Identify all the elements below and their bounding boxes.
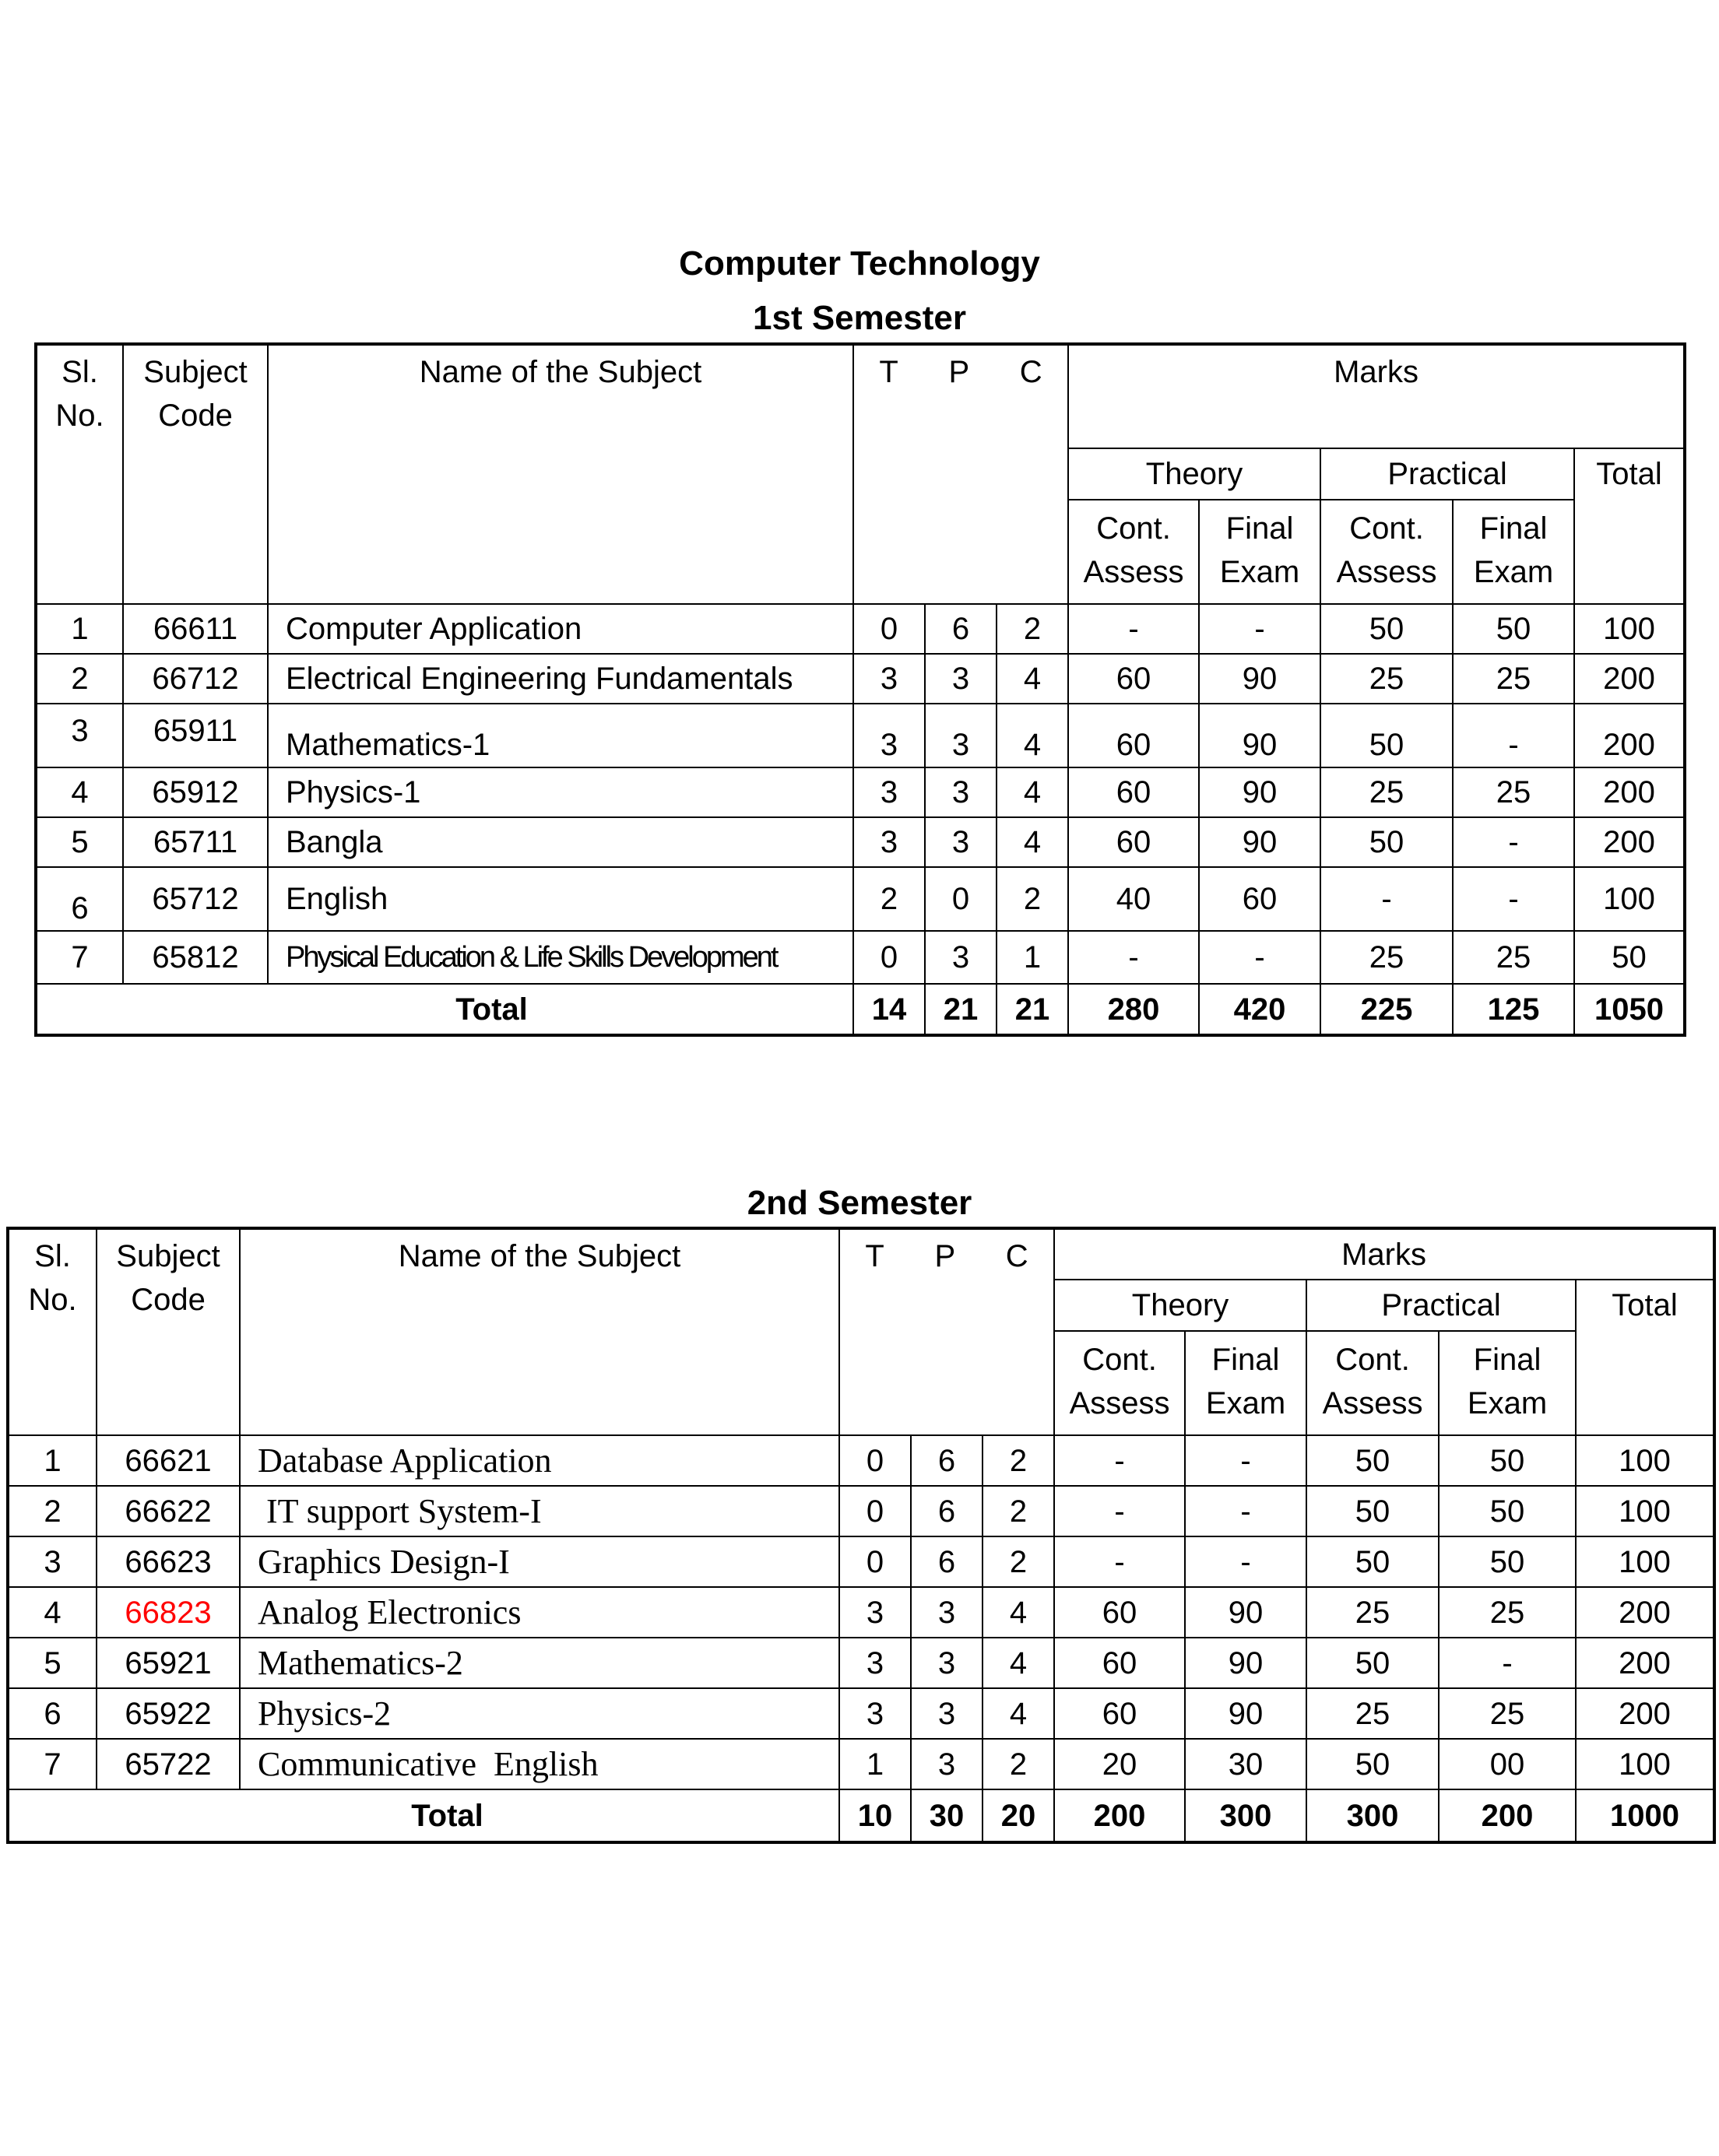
cell-name: English (268, 867, 853, 931)
cell-name: Graphics Design-I (240, 1536, 839, 1587)
cell-c: 2 (983, 1486, 1054, 1536)
cell-theory-cont: - (1054, 1536, 1185, 1587)
header-final-label: Final (1225, 511, 1294, 546)
header-cont-label: Cont. (1349, 511, 1424, 546)
header-total: Total (1576, 1280, 1714, 1435)
cell-practical-cont: 50 (1306, 1638, 1439, 1688)
header-total: Total (1574, 448, 1685, 604)
cell-t: 0 (839, 1536, 911, 1587)
cell-c: 4 (997, 704, 1068, 767)
cell-practical-final: 00 (1439, 1739, 1576, 1789)
cell-practical-final: 25 (1439, 1587, 1576, 1638)
cell-practical-cont: 50 (1306, 1536, 1439, 1587)
cell-total: 200 (1574, 704, 1685, 767)
table-row (8, 1739, 1714, 1789)
cell-sl: 5 (8, 1638, 97, 1688)
cell-total: 100 (1576, 1739, 1714, 1789)
header-no-label: No. (55, 399, 104, 433)
table-row (8, 1638, 1714, 1688)
cell-c: 4 (997, 817, 1068, 867)
cell-theory-final: - (1199, 604, 1320, 654)
cell-sl: 4 (8, 1587, 97, 1638)
header-theory: Theory (1068, 448, 1320, 500)
cell-p: 3 (925, 704, 997, 767)
header-exam-label: Exam (1467, 1386, 1548, 1420)
cell-theory-cont: - (1068, 604, 1199, 654)
cell-theory-cont: 60 (1054, 1688, 1185, 1739)
cell-name: IT support System-I (240, 1486, 839, 1536)
total-p: 30 (911, 1789, 983, 1842)
cell-theory-cont: - (1054, 1486, 1185, 1536)
cell-c: 2 (997, 867, 1068, 931)
cell-total: 200 (1574, 654, 1685, 704)
cell-c: 2 (997, 604, 1068, 654)
semester-1-title: 1st Semester (753, 299, 966, 337)
cell-theory-final: 90 (1199, 704, 1320, 767)
header-final-label: Final (1211, 1343, 1280, 1377)
cell-theory-final: 30 (1185, 1739, 1306, 1789)
header-practical: Practical (1320, 448, 1574, 500)
cell-name: Physical Education & Life Skills Development (268, 931, 853, 984)
cell-t: 0 (853, 604, 925, 654)
cell-c: 4 (983, 1688, 1054, 1739)
cell-t: 3 (853, 817, 925, 867)
cell-name: Database Application (240, 1435, 839, 1486)
total-theory-final: 420 (1199, 984, 1320, 1035)
cell-code: 65711 (123, 817, 268, 867)
total-practical-final: 125 (1453, 984, 1574, 1035)
cell-t: 0 (839, 1435, 911, 1486)
header-tpc (839, 1228, 1054, 1435)
cell-p: 0 (925, 867, 997, 931)
header-subject-code (123, 344, 268, 604)
cell-practical-final: 25 (1453, 931, 1574, 984)
cell-t: 3 (853, 654, 925, 704)
header-final-label: Final (1479, 511, 1548, 546)
cell-sl: 3 (36, 704, 123, 767)
cell-practical-final: 50 (1439, 1536, 1576, 1587)
cell-total: 200 (1576, 1638, 1714, 1688)
cell-theory-cont: - (1054, 1435, 1185, 1486)
cell-p: 3 (925, 817, 997, 867)
cell-practical-final: - (1453, 817, 1574, 867)
cell-p: 6 (911, 1435, 983, 1486)
header-assess-label: Assess (1069, 1386, 1170, 1420)
cell-p: 3 (911, 1739, 983, 1789)
cell-p: 6 (911, 1486, 983, 1536)
header-theory-cont-assess (1068, 500, 1199, 604)
total-theory-cont: 200 (1054, 1789, 1185, 1842)
cell-practical-final: 25 (1453, 767, 1574, 817)
cell-total: 50 (1574, 931, 1685, 984)
cell-t: 3 (839, 1638, 911, 1688)
cell-theory-cont: 60 (1054, 1587, 1185, 1638)
table-row (8, 1688, 1714, 1739)
table-row (8, 1435, 1714, 1486)
table-row (36, 767, 1685, 817)
cell-practical-cont: 50 (1320, 817, 1453, 867)
cell-name: Physics-1 (268, 767, 853, 817)
cell-p: 3 (925, 654, 997, 704)
cell-practical-cont: 50 (1306, 1739, 1439, 1789)
header-exam-label: Exam (1219, 555, 1300, 589)
cell-theory-final: - (1185, 1536, 1306, 1587)
cell-code: 66621 (97, 1435, 240, 1486)
cell-code: 65921 (97, 1638, 240, 1688)
cell-p: 6 (925, 604, 997, 654)
header-theory-final-exam (1185, 1331, 1306, 1435)
header-exam-label: Exam (1205, 1386, 1286, 1420)
cell-code: 65911 (123, 704, 268, 767)
header-assess-label: Assess (1322, 1386, 1423, 1420)
semester-2-table (6, 1227, 1716, 1844)
cell-name: Bangla (268, 817, 853, 867)
cell-p: 3 (911, 1587, 983, 1638)
cell-theory-cont: 60 (1068, 704, 1199, 767)
cell-practical-cont: 50 (1306, 1435, 1439, 1486)
cell-practical-cont: 25 (1320, 767, 1453, 817)
header-practical-cont-assess (1320, 500, 1453, 604)
cell-p: 3 (911, 1638, 983, 1688)
cell-sl: 2 (36, 654, 123, 704)
cell-total: 100 (1576, 1435, 1714, 1486)
cell-practical-final: 50 (1439, 1486, 1576, 1536)
page-title: Computer Technology (679, 244, 1040, 283)
cell-total: 100 (1574, 604, 1685, 654)
header-no-label: No. (28, 1283, 77, 1317)
cell-theory-cont: 20 (1054, 1739, 1185, 1789)
cell-theory-cont: 40 (1068, 867, 1199, 931)
cell-total: 100 (1576, 1486, 1714, 1536)
table-row (36, 867, 1685, 931)
cell-t: 0 (839, 1486, 911, 1536)
cell-code-highlighted: 66823 (97, 1587, 240, 1638)
header-assess-label: Assess (1336, 555, 1437, 589)
cell-theory-final: 90 (1185, 1638, 1306, 1688)
cell-practical-final: - (1439, 1638, 1576, 1688)
header-practical-final-exam (1453, 500, 1574, 604)
cell-c: 2 (983, 1536, 1054, 1587)
total-theory-final: 300 (1185, 1789, 1306, 1842)
cell-theory-final: 90 (1199, 767, 1320, 817)
cell-sl: 6 (8, 1688, 97, 1739)
header-theory-cont-assess (1054, 1331, 1185, 1435)
header-theory-final-exam (1199, 500, 1320, 604)
cell-theory-final: 90 (1199, 817, 1320, 867)
cell-c: 4 (997, 654, 1068, 704)
cell-name: Physics-2 (240, 1688, 839, 1739)
cell-t: 3 (853, 704, 925, 767)
cell-practical-cont: - (1320, 867, 1453, 931)
header-practical: Practical (1306, 1280, 1576, 1331)
cell-sl: 6 (36, 867, 123, 931)
cell-practical-final: 50 (1453, 604, 1574, 654)
cell-sl: 5 (36, 817, 123, 867)
header-cont-label: Cont. (1335, 1343, 1410, 1377)
cell-code: 66611 (123, 604, 268, 654)
header-cont-label: Cont. (1096, 511, 1171, 546)
cell-sl: 7 (36, 931, 123, 984)
cell-code: 66623 (97, 1536, 240, 1587)
cell-sl: 4 (36, 767, 123, 817)
total-row (36, 984, 1685, 1035)
cell-theory-cont: - (1068, 931, 1199, 984)
cell-c: 4 (983, 1587, 1054, 1638)
table-row (36, 654, 1685, 704)
header-p: P (948, 355, 970, 389)
cell-sl: 3 (8, 1536, 97, 1587)
header-p: P (934, 1239, 956, 1273)
cell-sl: 1 (8, 1435, 97, 1486)
header-practical-final-exam (1439, 1331, 1576, 1435)
cell-t: 0 (853, 931, 925, 984)
header-t: T (879, 355, 898, 389)
header-marks: Marks (1068, 344, 1685, 448)
cell-theory-final: - (1185, 1486, 1306, 1536)
cell-name: Analog Electronics (240, 1587, 839, 1638)
cell-code: 65812 (123, 931, 268, 984)
cell-name: Mathematics-2 (240, 1638, 839, 1688)
cell-p: 3 (925, 931, 997, 984)
header-tpc (853, 344, 1068, 604)
cell-practical-cont: 25 (1306, 1688, 1439, 1739)
total-t: 14 (853, 984, 925, 1035)
table-row (8, 1536, 1714, 1587)
table-row (36, 817, 1685, 867)
cell-practical-final: 50 (1439, 1435, 1576, 1486)
header-theory: Theory (1054, 1280, 1306, 1331)
total-practical-cont: 225 (1320, 984, 1453, 1035)
header-subject-label: Subject (116, 1239, 220, 1273)
total-marks: 1050 (1574, 984, 1685, 1035)
cell-name: Mathematics-1 (268, 704, 853, 767)
cell-code: 65922 (97, 1688, 240, 1739)
cell-t: 3 (839, 1688, 911, 1739)
cell-practical-cont: 50 (1306, 1486, 1439, 1536)
cell-total: 200 (1574, 817, 1685, 867)
cell-c: 4 (983, 1638, 1054, 1688)
cell-sl: 2 (8, 1486, 97, 1536)
semester-1-table (34, 342, 1686, 1037)
total-row (8, 1789, 1714, 1842)
header-subject-label: Subject (143, 355, 248, 389)
header-subject-code (97, 1228, 240, 1435)
header-t: T (865, 1239, 884, 1273)
cell-name: Computer Application (268, 604, 853, 654)
header-subject-name: Name of the Subject (240, 1228, 839, 1435)
cell-sl: 1 (36, 604, 123, 654)
cell-practical-cont: 50 (1320, 604, 1453, 654)
header-c: C (1019, 355, 1042, 389)
cell-name: Communicative English (240, 1739, 839, 1789)
cell-code: 65712 (123, 867, 268, 931)
total-practical-final: 200 (1439, 1789, 1576, 1842)
header-cont-label: Cont. (1082, 1343, 1157, 1377)
cell-practical-final: - (1453, 704, 1574, 767)
header-code-label: Code (158, 399, 233, 433)
table-row (8, 1587, 1714, 1638)
cell-t: 2 (853, 867, 925, 931)
cell-theory-cont: 60 (1068, 767, 1199, 817)
cell-total: 200 (1574, 767, 1685, 817)
cell-practical-cont: 25 (1306, 1587, 1439, 1638)
total-c: 21 (997, 984, 1068, 1035)
cell-p: 6 (911, 1536, 983, 1587)
cell-total: 200 (1576, 1688, 1714, 1739)
cell-t: 3 (839, 1587, 911, 1638)
header-sl-label: Sl. (34, 1239, 71, 1273)
header-marks: Marks (1054, 1228, 1714, 1280)
table-row (8, 1486, 1714, 1536)
cell-theory-cont: 60 (1054, 1638, 1185, 1688)
cell-sl: 7 (8, 1739, 97, 1789)
cell-p: 3 (925, 767, 997, 817)
total-label: Total (8, 1789, 839, 1842)
cell-theory-cont: 60 (1068, 817, 1199, 867)
header-practical-cont-assess (1306, 1331, 1439, 1435)
total-t: 10 (839, 1789, 911, 1842)
cell-practical-cont: 50 (1320, 704, 1453, 767)
cell-c: 4 (997, 767, 1068, 817)
header-exam-label: Exam (1473, 555, 1554, 589)
total-theory-cont: 280 (1068, 984, 1199, 1035)
total-c: 20 (983, 1789, 1054, 1842)
header-sl-label: Sl. (62, 355, 98, 389)
cell-theory-final: - (1185, 1435, 1306, 1486)
cell-theory-final: 60 (1199, 867, 1320, 931)
cell-total: 200 (1576, 1587, 1714, 1638)
cell-c: 2 (983, 1435, 1054, 1486)
cell-total: 100 (1576, 1536, 1714, 1587)
header-assess-label: Assess (1083, 555, 1184, 589)
cell-code: 65912 (123, 767, 268, 817)
header-sl-no (36, 344, 123, 604)
cell-practical-final: 25 (1453, 654, 1574, 704)
total-marks: 1000 (1576, 1789, 1714, 1842)
cell-theory-final: 90 (1185, 1688, 1306, 1739)
header-final-label: Final (1473, 1343, 1541, 1377)
total-p: 21 (925, 984, 997, 1035)
cell-c: 2 (983, 1739, 1054, 1789)
cell-p: 3 (911, 1688, 983, 1739)
cell-c: 1 (997, 931, 1068, 984)
total-practical-cont: 300 (1306, 1789, 1439, 1842)
header-sl-no (8, 1228, 97, 1435)
cell-name: Electrical Engineering Fundamentals (268, 654, 853, 704)
cell-t: 3 (853, 767, 925, 817)
cell-t: 1 (839, 1739, 911, 1789)
cell-theory-cont: 60 (1068, 654, 1199, 704)
table-row (36, 931, 1685, 984)
cell-practical-cont: 25 (1320, 931, 1453, 984)
cell-code: 66712 (123, 654, 268, 704)
cell-code: 66622 (97, 1486, 240, 1536)
total-label: Total (36, 984, 853, 1035)
cell-practical-final: 25 (1439, 1688, 1576, 1739)
cell-theory-final: 90 (1199, 654, 1320, 704)
header-code-label: Code (131, 1283, 206, 1317)
cell-theory-final: - (1199, 931, 1320, 984)
table-row (36, 704, 1685, 767)
cell-code: 65722 (97, 1739, 240, 1789)
cell-practical-final: - (1453, 867, 1574, 931)
header-c: C (1005, 1239, 1028, 1273)
semester-2-title: 2nd Semester (747, 1184, 972, 1222)
cell-total: 100 (1574, 867, 1685, 931)
header-subject-name: Name of the Subject (268, 344, 853, 604)
table-row (36, 604, 1685, 654)
cell-practical-cont: 25 (1320, 654, 1453, 704)
cell-theory-final: 90 (1185, 1587, 1306, 1638)
